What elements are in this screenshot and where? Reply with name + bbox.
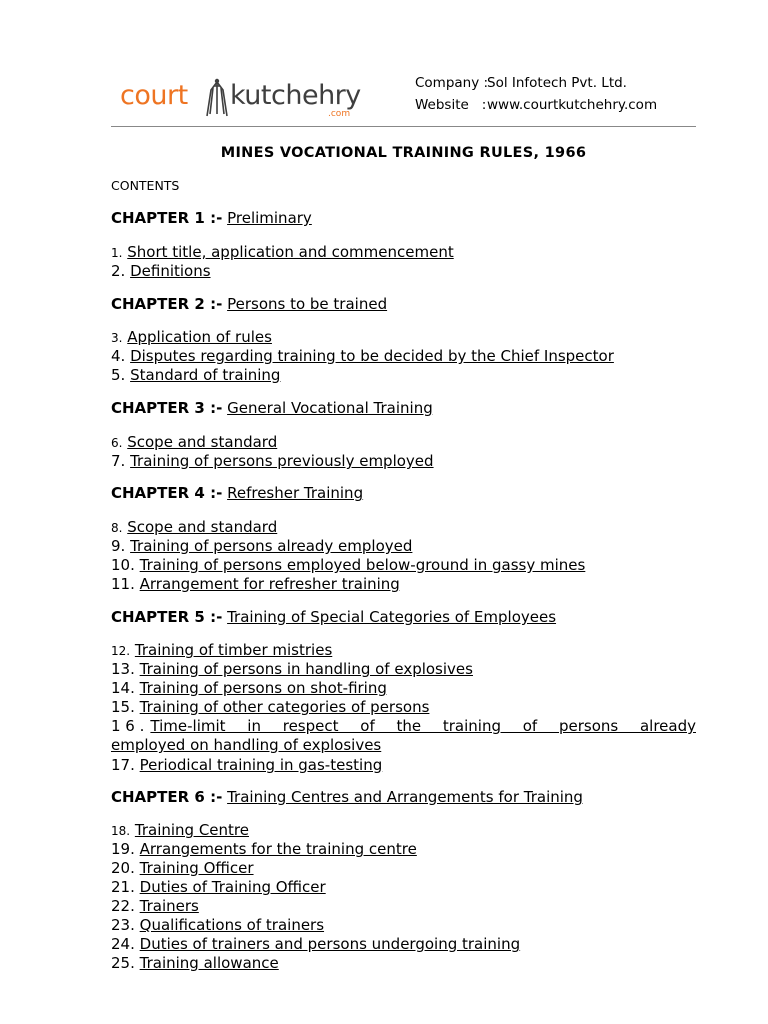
list-item: 22. Trainers bbox=[111, 897, 199, 915]
list-item: 18. Training Centre bbox=[111, 821, 249, 839]
list-item: 4. Disputes regarding training to be decided by the Chief Inspector bbox=[111, 347, 614, 365]
section-link[interactable]: Training Centre bbox=[134, 821, 249, 839]
company-value: Sol Infotech Pvt. Ltd. bbox=[487, 75, 627, 91]
section-link[interactable]: Training of other categories of persons bbox=[139, 698, 430, 716]
chapter-heading: CHAPTER 5 :- Training of Special Categories of Employees bbox=[111, 608, 557, 626]
list-item: 6. Scope and standard bbox=[111, 433, 278, 451]
list-item: 10. Training of persons employed below-ground in gassy mines bbox=[111, 556, 586, 574]
chapter-link[interactable]: General Vocational Training bbox=[227, 399, 433, 417]
list-item: 9. Training of persons already employed bbox=[111, 537, 413, 555]
chapter-link[interactable]: Training Centres and Arrangements for Training bbox=[227, 788, 583, 806]
section-link[interactable]: Training of persons previously employed bbox=[130, 452, 434, 470]
chapter-heading: CHAPTER 1 :- Preliminary bbox=[111, 209, 312, 227]
logo-court-text: court bbox=[120, 80, 188, 111]
website-link[interactable]: www.courtkutchehry.com bbox=[487, 97, 658, 113]
list-item: 25. Training allowance bbox=[111, 954, 279, 972]
logo-dotcom-text: .com bbox=[328, 109, 351, 119]
chapter-link[interactable]: Persons to be trained bbox=[227, 295, 388, 313]
chapter-link[interactable]: Refresher Training bbox=[227, 484, 364, 502]
list-item: 11. Arrangement for refresher training bbox=[111, 575, 400, 593]
chapter-link[interactable]: Preliminary bbox=[227, 209, 312, 227]
chapter-heading: CHAPTER 2 :- Persons to be trained bbox=[111, 295, 388, 313]
logo-kutchehry-text: kutchehry bbox=[230, 80, 361, 111]
section-link-continued[interactable]: employed on handling of explosives bbox=[111, 736, 382, 754]
lawyer-figure-icon bbox=[202, 78, 232, 118]
header-divider bbox=[111, 126, 696, 127]
contents-label: CONTENTS bbox=[111, 178, 180, 193]
list-item: 24. Duties of trainers and persons undergoing training bbox=[111, 935, 521, 953]
chapter-link[interactable]: Training of Special Categories of Employees bbox=[227, 608, 557, 626]
section-link[interactable]: Periodical training in gas-testing bbox=[139, 756, 383, 774]
company-label: Company bbox=[415, 75, 480, 91]
list-item: 17. Periodical training in gas-testing bbox=[111, 756, 383, 774]
company-info bbox=[415, 72, 657, 116]
chapter-heading: CHAPTER 6 :- Training Centres and Arrangements for Training bbox=[111, 788, 583, 806]
list-item: 13. Training of persons in handling of explosives bbox=[111, 660, 473, 678]
section-link[interactable]: Time-limit in respect of the training of persons already bbox=[150, 717, 696, 735]
list-item: 23. Qualifications of trainers bbox=[111, 916, 325, 934]
list-item: 2. Definitions bbox=[111, 262, 211, 280]
section-link[interactable]: Duties of Training Officer bbox=[139, 878, 326, 896]
list-item: 7. Training of persons previously employed bbox=[111, 452, 434, 470]
list-item: 15. Training of other categories of persons bbox=[111, 698, 430, 716]
section-link[interactable]: Training of persons employed below-ground in gassy mines bbox=[139, 556, 586, 574]
section-link[interactable]: Qualifications of trainers bbox=[139, 916, 325, 934]
section-link[interactable]: Arrangements for the training centre bbox=[139, 840, 417, 858]
section-link[interactable]: Training of persons already employed bbox=[130, 537, 413, 555]
section-link[interactable]: Definitions bbox=[130, 262, 211, 280]
chapter-heading: CHAPTER 4 :- Refresher Training bbox=[111, 484, 364, 502]
section-link[interactable]: Scope and standard bbox=[127, 518, 278, 536]
list-item: 21. Duties of Training Officer bbox=[111, 878, 326, 896]
section-link[interactable]: Disputes regarding training to be decided by the Chief Inspector bbox=[130, 347, 614, 365]
list-item: 14. Training of persons on shot-firing bbox=[111, 679, 387, 697]
list-item: 20. Training Officer bbox=[111, 859, 254, 877]
chapter-heading: CHAPTER 3 :- General Vocational Training bbox=[111, 399, 433, 417]
section-link[interactable]: Training allowance bbox=[139, 954, 279, 972]
list-item: 1 6 . Time-limit in respect of the training of persons already employed on handling of explosives bbox=[111, 717, 696, 754]
section-link[interactable]: Training Officer bbox=[139, 859, 254, 877]
list-item: 12. Training of timber mistries bbox=[111, 641, 333, 659]
list-item: 5. Standard of training bbox=[111, 366, 281, 384]
section-link[interactable]: Duties of trainers and persons undergoing training bbox=[139, 935, 521, 953]
list-item: 3. Application of rules bbox=[111, 328, 272, 346]
section-link[interactable]: Training of persons on shot-firing bbox=[139, 679, 387, 697]
section-link[interactable]: Application of rules bbox=[127, 328, 272, 346]
section-link[interactable]: Trainers bbox=[139, 897, 199, 915]
list-item: 1. Short title, application and commencement bbox=[111, 243, 454, 261]
section-link[interactable]: Standard of training bbox=[130, 366, 281, 384]
document-title: MINES VOCATIONAL TRAINING RULES, 1966 bbox=[220, 145, 587, 161]
website-label: Website bbox=[415, 97, 469, 113]
website-row: Website :www.courtkutchehry.com bbox=[415, 97, 658, 113]
list-item: 19. Arrangements for the training centre bbox=[111, 840, 417, 858]
list-item: 8. Scope and standard bbox=[111, 518, 278, 536]
section-link[interactable]: Arrangement for refresher training bbox=[139, 575, 400, 593]
section-link[interactable]: Short title, application and commencement bbox=[127, 243, 454, 261]
section-link[interactable]: Training of persons in handling of explosives bbox=[139, 660, 473, 678]
section-link[interactable]: Scope and standard bbox=[127, 433, 278, 451]
section-link[interactable]: Training of timber mistries bbox=[134, 641, 333, 659]
company-row: Company :Sol Infotech Pvt. Ltd. bbox=[415, 75, 627, 91]
